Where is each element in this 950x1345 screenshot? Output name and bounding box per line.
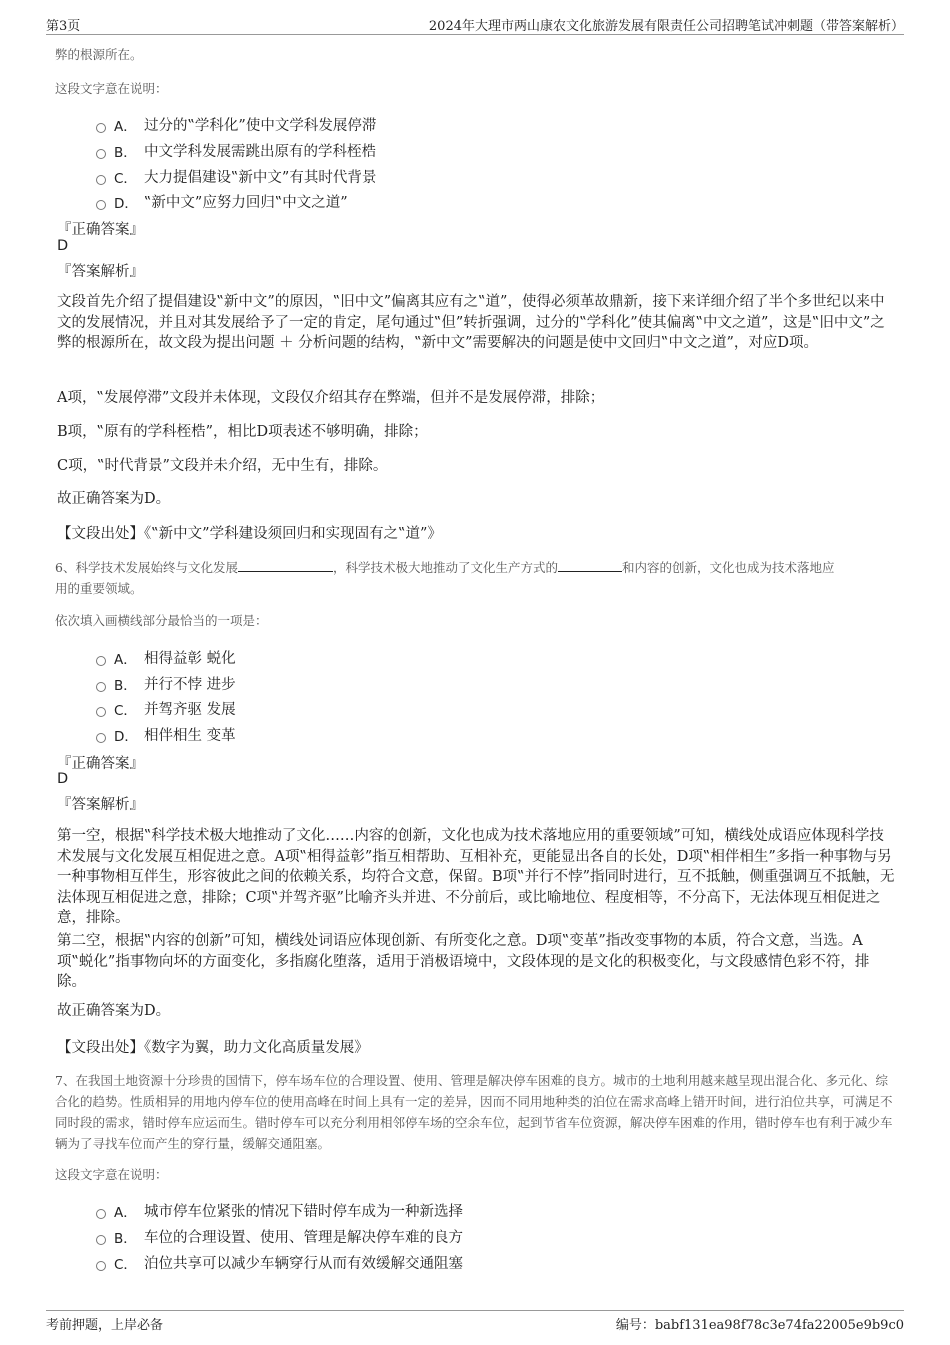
radio-icon[interactable] [96,123,106,133]
radio-icon[interactable] [96,149,106,159]
q7-option-c[interactable]: C． 泊位共享可以减少车辆穿行从而有效缓解交通阻塞 [96,1252,463,1273]
q6-source: 【文段出处】《数字为翼，助力文化高质量发展》 [57,1040,369,1056]
footer-divider [46,1310,904,1311]
q6-analysis-p3: 故正确答案为D。 [57,1003,171,1019]
radio-icon[interactable] [96,733,106,743]
q6-option-c[interactable]: C． 并驾齐驱 发展 [96,698,236,719]
q6-option-d[interactable]: D． 相伴相生 变革 [96,724,236,745]
q5-analysis-p2: A项，‟发展停滞”文段并未体现，文段仅介绍其存在弊端，但并不是发展停滞，排除； [57,390,605,406]
footer-slogan: 考前押题，上岸必备 [46,1318,164,1333]
q5-answer-label: 『正确答案』 [57,222,144,238]
q5-analysis-p3: B项，‟原有的学科桎梏”，相比D项表述不够明确，排除； [57,424,428,440]
q6-analysis-label: 『答案解析』 [57,797,144,813]
radio-icon[interactable] [96,200,106,210]
document-id: 编号：babf131ea98f78c3e74fa22005e9b9c0 [615,1318,904,1333]
radio-icon[interactable] [96,1235,106,1245]
q7-prompt: 这段文字意在说明： [55,1167,168,1182]
q6-answer-label: 『正确答案』 [57,756,144,772]
q5-stem-tail: 弊的根源所在。 [55,47,143,62]
q5-option-d[interactable]: D． ‟新中文”应努力回归‟中文之道” [96,191,348,212]
q7-option-a[interactable]: A． 城市停车位紧张的情况下错时停车成为一种新选择 [96,1200,463,1221]
q5-option-a[interactable]: A． 过分的‟学科化”使中文学科发展停滞 [96,114,376,135]
q7-option-b[interactable]: B． 车位的合理设置、使用、管理是解决停车难的良方 [96,1226,463,1247]
q5-analysis-p4: C项，‟时代背景”文段并未介绍，无中生有，排除。 [57,458,388,474]
q6-option-b[interactable]: B． 并行不悖 进步 [96,673,236,694]
page-number: 第3页 [46,19,81,34]
radio-icon[interactable] [96,1209,106,1219]
q5-answer: D [57,238,69,254]
q5-option-b[interactable]: B． 中文学科发展需跳出原有的学科桎梏 [96,140,376,161]
header-divider [46,34,904,35]
q6-option-a[interactable]: A． 相得益彰 蜕化 [96,647,236,668]
q6-analysis-p1: 第一空，根据‟科学技术极大地推动了文化……内容的创新，文化也成为技术落地应用的重要领域”可知，横线处成语应体现科学技术发展与文化发展互相促进之意。A项‟相得益彰”指互相帮助、互相补充，更能显出各自的长处，D项‟相伴相生”多指一种事物与另一种事物相互伴生，形容彼此之间的依赖关系，均符合文意，保留。B项‟并行不悖”指同时进行，互不抵触，侧重强调互不抵触，无法体现互相促进之意，排除；C项‟并驾齐驱”比喻齐头并进、不分前后，或比喻地位、程度相等，不分高下，无法体现互相促进之意，排除。 [57,828,895,926]
q6-stem: 6、科学技术发展始终与文化发展 ，科学技术极大地推动了文化生产方式的 和内容的创新，文化也成为技术落地应 用的重要领域。 [55,560,835,596]
q5-analysis-p5: 故正确答案为D。 [57,491,171,507]
q6-analysis-p2: 第二空，根据‟内容的创新”可知，横线处词语应体现创新、有所变化之意。D项‟变革”指改变事物的本质，符合文意，当选。A项‟蜕化”指事物向坏的方面变化，多指腐化堕落，适用于消极语境中，文段体现的是文化的积极变化，与文段感情色彩不符，排除。 [57,933,870,990]
document-title: 2024年大理市两山康农文化旅游发展有限责任公司招聘笔试冲刺题（带答案解析） [428,19,904,34]
q5-source: 【文段出处】《‟新中文”学科建设须回归和实现固有之‟道”》 [57,526,442,542]
q5-analysis-p1: 文段首先介绍了提倡建设‟新中文”的原因，‟旧中文”偏离其应有之‟道”，使得必须革故鼎新，接下来详细介绍了半个多世纪以来中文的发展情况，并且对其发展给予了一定的肯定，尾句通过‟但”转折强调，过分的‟学科化”使其偏离‟中文之道”，这是‟旧中文”之弊的根源所在，故文段为提出问题 ＋ 分析问题的结构，‟新中文”需要解决的问题是使中文回归‟中文之道”，对应D项。 [57,294,885,351]
q6-answer: D [57,771,69,787]
radio-icon[interactable] [96,707,106,717]
q5-prompt: 这段文字意在说明： [55,81,168,96]
radio-icon[interactable] [96,1261,106,1271]
q5-option-c[interactable]: C． 大力提倡建设‟新中文”有其时代背景 [96,166,376,187]
q6-prompt: 依次填入画横线部分最恰当的一项是： [55,613,268,628]
radio-icon[interactable] [96,175,106,185]
q7-stem: 7、在我国土地资源十分珍贵的国情下，停车场车位的合理设置、使用、管理是解决停车困难的良方。城市的土地利用越来越呈现出混合化、多元化、综合化的趋势。性质相异的用地内停车位的使用高峰在时间上具有一定的差异，因而不同用地种类的泊位在需求高峰上错开时间，进行泊位共享，可满足不同时段的需求，错时停车应运而生。错时停车可以充分利用相邻停车场的空余车位，起到节省车位资源，解决停车困难的作用，错时停车也有利于减少车辆为了寻找车位而产生的穿行量，缓解交通阻塞。 [55,1073,893,1151]
radio-icon[interactable] [96,656,106,666]
q5-analysis-label: 『答案解析』 [57,264,144,280]
radio-icon[interactable] [96,682,106,692]
